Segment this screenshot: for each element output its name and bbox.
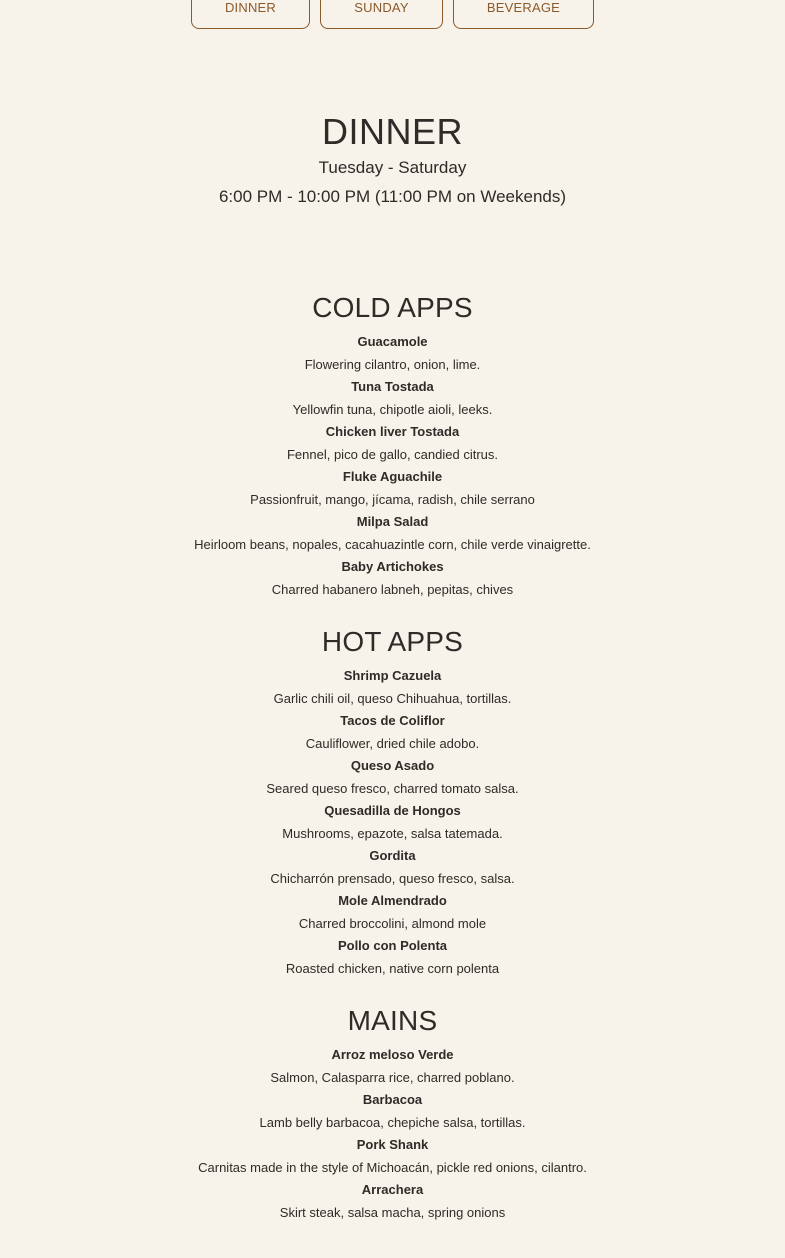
menu-item [0, 1134, 785, 1179]
item-name: Barbacoa [362, 1092, 423, 1107]
menu-item [0, 1044, 785, 1089]
menu-item [0, 331, 785, 376]
item-description: Charred habanero labneh, pepitas, chives [271, 581, 514, 597]
menu-item [0, 511, 785, 556]
section-title: MAINS [347, 1005, 438, 1036]
menu-item [0, 755, 785, 800]
item-name: Arroz meloso Verde [331, 1047, 454, 1062]
tab-dinner[interactable]: DINNER [191, 0, 310, 29]
item-name: Tacos de Coliflor [340, 713, 445, 728]
item-description: Seared queso fresco, charred tomato salsa. [266, 780, 519, 796]
item-name: Gordita [369, 848, 416, 863]
item-name: Pollo con Polenta [337, 938, 448, 953]
tab-beverage[interactable]: BEVERAGE [453, 0, 594, 29]
section-cold-apps [0, 291, 785, 601]
page-title: DINNER [321, 111, 463, 152]
item-name: Mole Almendrado [338, 893, 447, 908]
item-description: Carnitas made in the style of Michoacán, pickle red onions, cilantro. [198, 1159, 587, 1175]
section-mains [0, 1004, 785, 1224]
item-name: Fluke Aguachile [342, 469, 443, 484]
item-description: Garlic chili oil, queso Chihuahua, tortillas. [273, 690, 512, 706]
item-name: Chicken liver Tostada [325, 424, 460, 439]
item-name: Arrachera [361, 1182, 424, 1197]
item-description: Chicharrón prensado, queso fresco, salsa. [270, 870, 515, 886]
item-description: Cauliflower, dried chile adobo. [305, 735, 480, 751]
menu-header [0, 111, 785, 211]
section-title: HOT APPS [321, 626, 464, 657]
item-description: Yellowfin tuna, chipotle aioli, leeks. [292, 401, 493, 417]
menu-item [0, 845, 785, 890]
menu-sections [0, 291, 785, 1248]
service-hours: 6:00 PM - 10:00 PM (11:00 PM on Weekends) [218, 187, 567, 206]
item-description: Fennel, pico de gallo, candied citrus. [286, 446, 498, 462]
item-description: Passionfruit, mango, jícama, radish, chile serrano [250, 491, 535, 507]
item-name: Shrimp Cazuela [343, 668, 442, 683]
item-name: Baby Artichokes [341, 559, 444, 574]
menu-item [0, 1179, 785, 1224]
menu-item [0, 710, 785, 755]
menu-item [0, 376, 785, 421]
item-description: Salmon, Calasparra rice, charred poblano. [270, 1069, 515, 1085]
menu-tabs [0, 0, 785, 31]
item-name: Quesadilla de Hongos [324, 803, 461, 818]
section-title: COLD APPS [312, 292, 473, 323]
item-description: Lamb belly barbacoa, chepiche salsa, tortillas. [259, 1114, 526, 1130]
item-description: Roasted chicken, native corn polenta [285, 960, 500, 976]
menu-item [0, 421, 785, 466]
item-description: Mushrooms, epazote, salsa tatemada. [282, 825, 503, 841]
item-description: Flowering cilantro, onion, lime. [304, 356, 481, 372]
item-name: Pork Shank [356, 1137, 429, 1152]
menu-item [0, 800, 785, 845]
item-name: Queso Asado [350, 758, 435, 773]
menu-item [0, 890, 785, 935]
tab-sunday[interactable]: SUNDAY [320, 0, 443, 29]
service-days: Tuesday - Saturday [318, 158, 467, 177]
section-hot-apps [0, 625, 785, 980]
item-name: Tuna Tostada [351, 379, 434, 394]
item-name: Milpa Salad [356, 514, 429, 529]
menu-item [0, 1089, 785, 1134]
menu-item [0, 466, 785, 511]
menu-item [0, 935, 785, 980]
menu-item [0, 665, 785, 710]
item-description: Charred broccolini, almond mole [298, 915, 487, 931]
item-description: Skirt steak, salsa macha, spring onions [279, 1204, 506, 1220]
menu-item [0, 556, 785, 601]
item-name: Guacamole [357, 334, 428, 349]
item-description: Heirloom beans, nopales, cacahuazintle corn, chile verde vinaigrette. [194, 536, 591, 552]
